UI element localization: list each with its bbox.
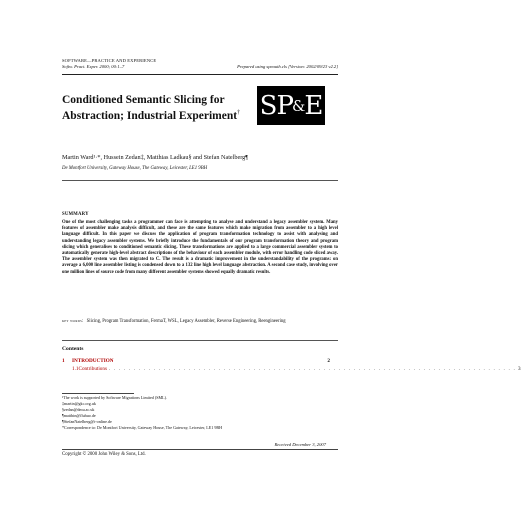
footnote: ¹The work is supported by Software Migrations Limited (SML). — [62, 395, 168, 400]
author-affiliation: De Montfort University, Gateway House, The Gateway, Leicester, LE1 9BH — [62, 166, 208, 171]
paper-title — [62, 94, 262, 123]
header-rule — [62, 74, 338, 75]
footnotes — [62, 395, 338, 431]
toc-entry-title[interactable]: INTRODUCTION — [72, 358, 114, 364]
keywords-text: Slicing, Program Transformation, FermaT, WSL, Legacy Assembler, Reverse Engineering, Reengineering — [86, 319, 286, 324]
abstract-rule — [62, 340, 338, 341]
summary-abstract: One of the most challenging tasks a programmer can face is attempting to analyse and understand a legacy assembler system. Many features of assembler make analysis difficult, and these are the same features which make migration from assembler to a high level language difficult. In this paper we discuss the application of program transformation technology to assist with analysing and understanding legacy assembler systems. We briefly introduce the fundamentals of our program transformation theory and program slicing which generalises to conditioned semantic slicing. These transformations are applied to a large commercial assembler system to automatically generate high-level abstract descriptions of the behaviour of each assembler module, with error handling code sliced away. The assembler system was then migrated to C. The result is a dramatic improvement in the understandability of the programs: on average a 6,000 line assembler listing is condensed down to a 132 line high level language abstraction. A second case study, involving over one million lines of source code from many different assembler systems showed equally dramatic results. — [62, 220, 338, 275]
journal-citation: Softw. Pract. Exper. 2000; 00:1–7 — [62, 64, 125, 69]
received-date: Received December 3, 2007 — [274, 442, 326, 447]
toc-entry-page: 2 — [327, 358, 330, 364]
toc-entry-contributions[interactable] — [72, 366, 521, 372]
footnote: *Correspondence to: De Montfort University, Gateway House, The Gateway, Leicester, LE1 9BH — [62, 425, 223, 430]
journal-name: SOFTWARE—PRACTICE AND EXPERIENCE — [62, 58, 157, 63]
keywords-label: key words: — [62, 319, 84, 324]
copyright-notice: Copyright © 2000 John Wiley & Sons, Ltd. — [62, 452, 146, 457]
footnote: ¶mattbin@fluhuo.de — [62, 413, 96, 418]
footer-rule — [62, 449, 338, 450]
contents-heading: Contents — [62, 346, 84, 352]
footnote-rule — [62, 393, 134, 394]
template-note: Prepared using speauth.cls [Version: 2002/09/23 v2.2] — [237, 64, 338, 69]
footnote: ‡martin@gkc.org.uk — [62, 401, 96, 406]
logo-ampersand: & — [291, 96, 305, 115]
footnote: ¶StefanNatelberg@t-online.de — [62, 419, 112, 424]
toc-entry-introduction[interactable] — [62, 358, 330, 364]
journal-logo — [257, 86, 325, 125]
author-list: Martin Ward¹·*, Hussein Zedan‡, Matthias Ladkau§ and Stefan Natelberg¶ — [62, 154, 249, 161]
logo-text-right: E — [304, 90, 323, 121]
title-footnote-mark: † — [237, 110, 241, 116]
toc-entry-page: 3 — [518, 366, 521, 372]
paper-title-text: Conditioned Semantic Slicing for Abstraction; Industrial Experiment — [62, 94, 238, 122]
toc-entry-number: 1.1 — [72, 366, 79, 372]
toc-entry-number: 1 — [62, 358, 65, 364]
logo-text-left: SP — [259, 90, 293, 121]
footnote: §zedan@dmu.ac.uk — [62, 407, 95, 412]
summary-heading: SUMMARY — [62, 212, 89, 217]
keywords — [62, 319, 338, 325]
toc-leader-dots: . . . . . . . . . . . . . . . . . . . . . . . . . . . . . . . . . . . . . . . . . . . . . . . . . . . . . . . . . . . . . . . . . . . . . . . . . . . . . . . . . . — [109, 366, 517, 372]
affiliation-rule — [62, 180, 338, 181]
toc-entry-title[interactable]: Contributions — [78, 366, 108, 372]
